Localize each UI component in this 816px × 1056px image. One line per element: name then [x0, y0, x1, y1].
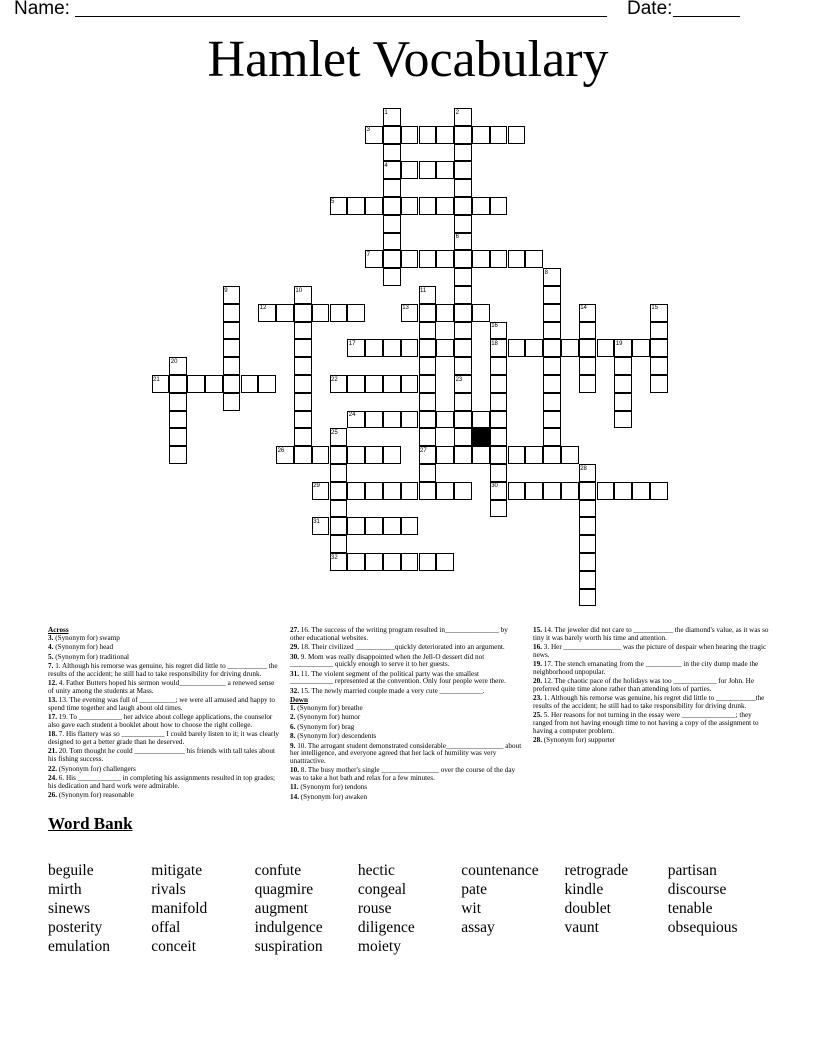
grid-cell[interactable] [383, 233, 401, 251]
grid-cell[interactable] [419, 197, 437, 215]
page-title: Hamlet Vocabulary [207, 31, 609, 88]
grid-cell[interactable] [169, 411, 187, 429]
word-bank-item: mirth [48, 881, 82, 898]
word-bank-item: kindle [564, 881, 604, 898]
grid-cell[interactable] [454, 250, 472, 268]
down-clue: 23. 1. Although his remorse was genuine, his regret did little to ___________the results of the accident; he still had to take responsibility for driving drunk. [533, 694, 765, 710]
down-clue: 1. (Synonym for) breathe [290, 703, 363, 712]
grid-cell[interactable] [490, 393, 508, 411]
grid-cell[interactable] [650, 339, 668, 357]
down-clue: 19. 17. The stench emanating from the __________ in the city dump made the neighborhood unpopular. [533, 660, 759, 676]
grid-cell[interactable] [419, 250, 437, 268]
down-clue: 6. (Synonym for) brag [290, 722, 355, 731]
grid-cell[interactable] [579, 375, 597, 393]
grid-cell[interactable] [454, 161, 472, 179]
grid-cell[interactable] [419, 482, 437, 500]
across-clue: 24. 6. His ____________ in completing his assignments resulted in top grades; his dedication and hard work were admirable. [48, 774, 275, 790]
clue-number: 22 [331, 376, 338, 383]
grid-cell[interactable] [454, 411, 472, 429]
grid-cell[interactable] [419, 304, 437, 322]
grid-cell[interactable] [419, 393, 437, 411]
grid-cell[interactable] [508, 126, 526, 144]
grid-cell[interactable] [472, 446, 490, 464]
clue-number: 15 [651, 305, 659, 312]
clue-number: 2 [455, 109, 459, 116]
grid-cell[interactable] [347, 304, 365, 322]
clue-number: 26 [277, 447, 285, 454]
grid-cell[interactable] [490, 500, 508, 518]
grid-cell[interactable] [579, 553, 597, 571]
clue-number: 9 [224, 287, 228, 294]
grid-cell[interactable] [383, 268, 401, 286]
grid-cell[interactable] [632, 482, 650, 500]
grid-cell[interactable] [294, 446, 312, 464]
word-bank-title: Word Bank [48, 814, 133, 833]
grid-cell[interactable] [543, 286, 561, 304]
down-clue: 20. 12. The chaotic pace of the holidays was too ____________ for John. He preferred quite time alone rather than attending lots of parties. [533, 677, 755, 693]
grid-cell[interactable] [454, 482, 472, 500]
clue-number: 23 [455, 376, 463, 383]
word-bank-item: obsequious [667, 919, 738, 936]
grid-cell[interactable] [561, 482, 579, 500]
grid-cell[interactable] [419, 322, 437, 340]
word-bank-item: suspiration [254, 938, 323, 955]
grid-cell[interactable] [347, 375, 365, 393]
name-label: Name: [14, 0, 70, 19]
grid-cell[interactable] [454, 428, 472, 446]
grid-cell[interactable] [365, 482, 383, 500]
clue-number: 6 [455, 234, 459, 241]
word-bank-item: emulation [48, 938, 110, 955]
grid-cell[interactable] [525, 446, 543, 464]
word-bank-item: doublet [564, 900, 611, 917]
down-heading: Down [290, 696, 308, 705]
grid-cell[interactable] [508, 339, 526, 357]
across-clue: 21. 20. Tom thought he could ______________ his friends with tall tales about his fishing success. [48, 747, 275, 764]
down-clue: 2. (Synonym for) humor [290, 713, 361, 722]
grid-cell[interactable] [614, 393, 632, 411]
grid-cell[interactable] [561, 339, 579, 357]
grid-cell[interactable] [472, 411, 490, 429]
grid-cell[interactable] [579, 517, 597, 535]
grid-cell[interactable] [169, 428, 187, 446]
grid-cell[interactable] [365, 339, 383, 357]
grid-cell[interactable] [454, 268, 472, 286]
grid-cell[interactable] [294, 393, 312, 411]
grid-cell[interactable] [383, 517, 401, 535]
grid-cell[interactable] [508, 482, 526, 500]
clue-number: 25 [331, 429, 338, 436]
grid-cell[interactable] [490, 411, 508, 429]
grid-cell[interactable] [205, 375, 223, 393]
grid-cell[interactable] [614, 357, 632, 375]
grid-cell[interactable] [454, 322, 472, 340]
grid-cell[interactable] [436, 446, 454, 464]
grid-cell[interactable] [454, 393, 472, 411]
grid-cell[interactable] [436, 126, 454, 144]
across-clue: 27. 16. The success of the writing program resulted in_______________ by other educational websites. [290, 626, 508, 642]
grid-cell[interactable] [294, 339, 312, 357]
grid-cell[interactable] [561, 446, 579, 464]
down-clue: 11. (Synonym for) tendons [290, 783, 368, 792]
grid-cell[interactable] [330, 446, 348, 464]
grid-cell[interactable] [490, 428, 508, 446]
word-bank-item: conceit [151, 938, 197, 955]
down-clue: 9. 10. The arrogant student demonstrated considerable________________ about her intelligence, and everyone agreed that her lack of humility was very unattractive. [290, 741, 522, 765]
grid-cell[interactable] [454, 286, 472, 304]
grid-cell[interactable] [650, 322, 668, 340]
grid-cell[interactable] [525, 482, 543, 500]
grid-cell[interactable] [383, 144, 401, 162]
grid-cell[interactable] [330, 500, 348, 518]
grid-cell[interactable] [223, 339, 241, 357]
word-bank-item: mitigate [151, 862, 203, 879]
grid-cell[interactable] [543, 411, 561, 429]
grid-cell[interactable] [454, 126, 472, 144]
grid-cell[interactable] [401, 197, 419, 215]
grid-cell[interactable] [579, 339, 597, 357]
clue-number: 18 [491, 340, 498, 347]
grid-cell[interactable] [454, 339, 472, 357]
grid-cell[interactable] [383, 197, 401, 215]
grid-cell[interactable] [401, 553, 419, 571]
grid-cell[interactable] [383, 411, 401, 429]
grid-cell[interactable] [294, 304, 312, 322]
down-clue: 25. 5. Her reasons for not turning in the essay were _______________; they ranged from not having enough time to not having a copy of the assignment to having a computer problem. [533, 711, 759, 735]
clues-column-2 [290, 627, 522, 803]
across-heading: Across [48, 626, 69, 634]
clue-number: 16 [491, 323, 498, 330]
grid-cell[interactable] [436, 553, 454, 571]
across-clue: 22. (Synonym for) challengers [48, 764, 136, 773]
grid-cell[interactable] [650, 482, 668, 500]
grid-cell[interactable] [365, 411, 383, 429]
grid-cell[interactable] [276, 304, 294, 322]
grid-cell[interactable] [472, 250, 490, 268]
clue-number: 7 [366, 251, 370, 258]
grid-cell[interactable] [383, 482, 401, 500]
word-bank-item: quagmire [254, 881, 314, 898]
grid-cell[interactable] [383, 375, 401, 393]
grid-cell[interactable] [365, 446, 383, 464]
grid-cell[interactable] [579, 571, 597, 589]
grid-cell[interactable] [383, 553, 401, 571]
grid-cell[interactable] [383, 339, 401, 357]
word-bank-item: assay [461, 919, 495, 936]
word-bank-item: rouse [357, 900, 392, 917]
down-clue: 10. 8. The busy mother's single ________________ over the course of the day was to take a hot bath and relax for a few minutes. [290, 766, 516, 782]
grid-cell[interactable] [401, 126, 419, 144]
across-clue: 31. 11. The violent segment of the political party was the smallest ____________ represented at the convention. Only four people were there. [290, 669, 506, 686]
across-clue: 26. (Synonym for) reasonable [48, 791, 134, 800]
grid-cell[interactable] [543, 482, 561, 500]
across-clue: 17. 19. To ____________ her advice about college applications, the counselor also gave each student a booklet about how to choose the right college. [48, 713, 273, 729]
across-clue: 4. (Synonym for) head [48, 643, 114, 652]
word-bank-item: beguile [48, 862, 94, 879]
grid-cell[interactable] [294, 411, 312, 429]
word-bank-item: vaunt [564, 919, 599, 936]
grid-cell[interactable] [223, 393, 241, 411]
grid-cell[interactable] [330, 517, 348, 535]
word-bank-item: rivals [151, 881, 186, 898]
grid-cell[interactable] [294, 357, 312, 375]
grid-cell[interactable] [472, 304, 490, 322]
clue-number: 28 [580, 465, 587, 472]
grid-cell[interactable] [454, 357, 472, 375]
grid-cell[interactable] [383, 446, 401, 464]
grid-cell[interactable] [436, 197, 454, 215]
grid-cell[interactable] [436, 339, 454, 357]
clue-number: 14 [580, 305, 587, 312]
clue-number: 32 [331, 554, 338, 561]
clue-number: 1 [384, 109, 388, 116]
grid-cell[interactable] [383, 215, 401, 233]
grid-cell[interactable] [490, 250, 508, 268]
grid-cell[interactable] [597, 482, 615, 500]
word-bank-item: indulgence [254, 919, 323, 936]
clue-number: 19 [615, 340, 623, 347]
word-bank-item: sinews [48, 900, 91, 917]
clue-number: 13 [402, 305, 409, 312]
grid-cell[interactable] [490, 197, 508, 215]
grid-cell[interactable] [383, 179, 401, 197]
grid-cell[interactable] [294, 375, 312, 393]
grid-cell[interactable] [401, 339, 419, 357]
grid-cell[interactable] [490, 464, 508, 482]
grid-cell[interactable] [169, 446, 187, 464]
grid-cell[interactable] [490, 446, 508, 464]
across-clue: 5. (Synonym for) traditional [48, 652, 130, 661]
grid-cell[interactable] [401, 375, 419, 393]
grid-cell[interactable] [330, 464, 348, 482]
grid-cell[interactable] [525, 339, 543, 357]
clues-column-3 [533, 627, 773, 747]
grid-cell[interactable] [454, 446, 472, 464]
word-bank-item: countenance [461, 862, 539, 879]
grid-cell[interactable] [579, 500, 597, 518]
clue-number: 21 [153, 376, 160, 383]
grid-cell[interactable] [579, 322, 597, 340]
down-clue: 28. (Synonym for) supporter [533, 736, 616, 745]
grid-cell[interactable] [650, 375, 668, 393]
grid-cell[interactable] [508, 250, 526, 268]
clue-number: 5 [331, 198, 335, 205]
grid-cell[interactable] [543, 428, 561, 446]
grid-cell[interactable] [347, 517, 365, 535]
grid-cell[interactable] [436, 482, 454, 500]
grid-cell[interactable] [650, 357, 668, 375]
across-clue: 12. 4. Father Butters hoped his sermon would_____________ a renewed sense of unity among the students at Mass. [48, 679, 275, 695]
word-bank-item: partisan [667, 862, 717, 879]
grid-cell[interactable] [330, 535, 348, 553]
word-bank-item: offal [151, 919, 181, 936]
word-bank-item: moiety [357, 938, 401, 955]
word-bank-item: retrograde [564, 862, 629, 879]
grid-cell[interactable] [579, 357, 597, 375]
word-bank-item: pate [461, 881, 488, 898]
word-bank-item: wit [461, 900, 481, 917]
clue-number: 31 [313, 518, 320, 525]
grid-cell[interactable] [543, 357, 561, 375]
grid-cell[interactable] [401, 482, 419, 500]
grid-cell[interactable] [223, 357, 241, 375]
grid-cell[interactable] [579, 482, 597, 500]
grid-cell[interactable] [312, 446, 330, 464]
grid-cell[interactable] [436, 411, 454, 429]
grid-cell[interactable] [169, 393, 187, 411]
grid-cell[interactable] [472, 126, 490, 144]
grid-cell[interactable] [347, 446, 365, 464]
grid-cell[interactable] [436, 304, 454, 322]
grid-cell[interactable] [614, 411, 632, 429]
grid-cell[interactable] [347, 197, 365, 215]
grid-cell[interactable] [454, 304, 472, 322]
grid-cell[interactable] [241, 375, 259, 393]
clue-number: 3 [366, 127, 370, 134]
word-bank-item: discourse [667, 881, 727, 898]
grid-cell[interactable] [490, 126, 508, 144]
clue-number: 11 [420, 287, 427, 294]
grid-cell[interactable] [419, 411, 437, 429]
clue-number: 12 [259, 305, 267, 312]
clue-number: 10 [295, 287, 303, 294]
clue-number: 17 [348, 340, 356, 347]
grid-cell[interactable] [187, 375, 205, 393]
grid-cell[interactable] [294, 428, 312, 446]
grid-cell[interactable] [472, 197, 490, 215]
grid-cell[interactable] [347, 553, 365, 571]
grid-cell[interactable] [454, 144, 472, 162]
clue-number: 27 [420, 447, 427, 454]
word-bank-item: congeal [357, 881, 407, 898]
down-clue: 14. (Synonym for) awaken [290, 792, 368, 801]
date-label: Date: [627, 0, 673, 19]
grid-cell[interactable] [543, 393, 561, 411]
grid-cell[interactable] [419, 126, 437, 144]
black-square [472, 428, 490, 446]
grid-cell[interactable] [365, 517, 383, 535]
grid-cell[interactable] [614, 482, 632, 500]
word-bank [48, 862, 808, 962]
word-bank-item: posterity [48, 919, 103, 936]
grid-cell[interactable] [543, 339, 561, 357]
grid-cell[interactable] [525, 250, 543, 268]
grid-cell[interactable] [543, 375, 561, 393]
grid-cell[interactable] [454, 215, 472, 233]
grid-cell[interactable] [436, 161, 454, 179]
grid-cell[interactable] [401, 250, 419, 268]
grid-cell[interactable] [330, 482, 348, 500]
grid-cell[interactable] [294, 322, 312, 340]
grid-cell[interactable] [365, 375, 383, 393]
grid-cell[interactable] [401, 411, 419, 429]
grid-cell[interactable] [223, 322, 241, 340]
grid-cell[interactable] [490, 375, 508, 393]
down-clue: 16. 3. Her ________________ was the picture of despair when hearing the tragic news. [533, 643, 767, 659]
grid-cell[interactable] [419, 553, 437, 571]
clue-number: 4 [384, 162, 388, 169]
across-clue: 32. 15. The newly married couple made a very cute ____________. [290, 686, 485, 695]
grid-cell[interactable] [347, 482, 365, 500]
grid-cell[interactable] [419, 375, 437, 393]
grid-cell[interactable] [419, 357, 437, 375]
grid-cell[interactable] [632, 339, 650, 357]
grid-cell[interactable] [490, 357, 508, 375]
grid-cell[interactable] [401, 161, 419, 179]
grid-cell[interactable] [383, 126, 401, 144]
clue-number: 24 [348, 412, 356, 419]
word-bank-item: tenable [667, 900, 713, 917]
across-clue: 18. 7. His flattery was so ____________ I could barely listen to it; it was clearly designed to get a better grade than he deserved. [48, 730, 279, 746]
grid-cell[interactable] [597, 339, 615, 357]
across-clue: 29. 18. Their civilized ___________quickly deteriorated into an argument. [290, 643, 505, 652]
grid-cell[interactable] [579, 589, 597, 607]
word-bank-item: diligence [357, 919, 415, 936]
clues-column-1 [48, 627, 280, 802]
grid-cell[interactable] [436, 250, 454, 268]
grid-cell[interactable] [543, 322, 561, 340]
grid-cell[interactable] [258, 375, 276, 393]
word-bank-item: manifold [151, 900, 208, 917]
grid-cell[interactable] [508, 446, 526, 464]
grid-cell[interactable] [365, 553, 383, 571]
grid-cell[interactable] [579, 535, 597, 553]
across-clue: 30. 9. Mom was really disappointed when the Jell-O dessert did not ____________ quickly enough to serve it to her guests. [290, 652, 485, 669]
grid-cell[interactable] [383, 250, 401, 268]
down-clue: 8. (Synonym for) descendents [290, 732, 377, 741]
across-clue: 3. (Synonym for) swamp [48, 633, 120, 642]
grid-cell[interactable] [223, 304, 241, 322]
grid-cell[interactable] [401, 517, 419, 535]
grid-cell[interactable] [614, 375, 632, 393]
grid-cell[interactable] [419, 339, 437, 357]
clue-number: 20 [170, 358, 178, 365]
across-clue: 13. 13. The evening was full of __________; we were all amused and happy to spend time together and laugh about old times. [48, 696, 276, 712]
grid-cell[interactable] [330, 304, 348, 322]
grid-cell[interactable] [419, 464, 437, 482]
grid-cell[interactable] [454, 179, 472, 197]
grid-cell[interactable] [223, 375, 241, 393]
clue-number: 8 [544, 269, 548, 276]
clue-number: 29 [313, 483, 320, 490]
grid-cell[interactable] [454, 197, 472, 215]
grid-cell[interactable] [419, 428, 437, 446]
grid-cell[interactable] [312, 304, 330, 322]
grid-cell[interactable] [543, 304, 561, 322]
clue-number: 30 [491, 483, 498, 490]
word-bank-item: hectic [357, 862, 395, 879]
grid-cell[interactable] [365, 197, 383, 215]
word-bank-item: augment [254, 900, 308, 917]
across-clue: 7. 1. Although his remorse was genuine, his regret did little to ___________ the results of the accident; he still had to take responsibility for driving drunk. [48, 662, 278, 678]
grid-cell[interactable] [543, 446, 561, 464]
grid-cell[interactable] [419, 161, 437, 179]
word-bank-item: confute [254, 862, 302, 879]
down-clue: 15. 14. The jeweler did not care to ___________ the diamond's value, as it was so tiny it was barely worth his time and attention. [533, 626, 769, 642]
grid-cell[interactable] [169, 375, 187, 393]
